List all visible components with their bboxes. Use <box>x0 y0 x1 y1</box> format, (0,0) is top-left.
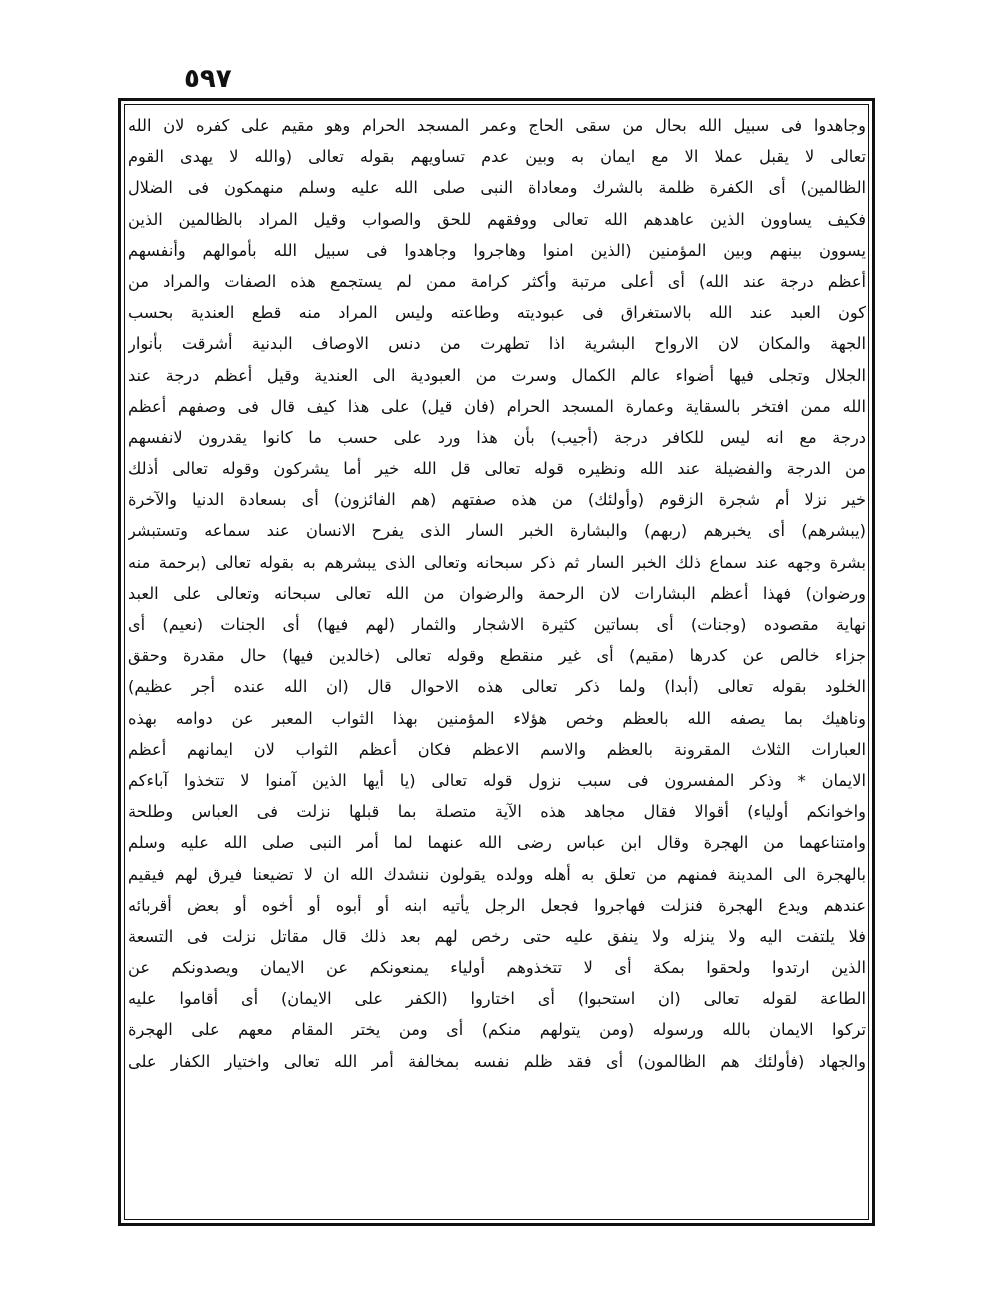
text-line: والجهاد (فأولئك هم الظالمون) أى فقد ظلم نفسه بمخالفة أمر الله تعالى واختيار الكفار على <box>128 1051 866 1071</box>
text-line: كون العبد عند الله بالاستغراق فى عبوديته وطاعته وليس المراد منه قطع العندية بحسب <box>128 303 866 323</box>
text-line: العبارات الثلاث المقرونة بالعظم والاسم الاعظم فكان أعظم الثواب لان ايمانهم أعظم <box>128 739 866 759</box>
text-line: الظالمين) أى الكفرة ظلمة بالشرك ومعاداة النبى صلى الله عليه وسلم منهمكون فى الضلال <box>128 178 866 198</box>
text-line: الذين ارتدوا ولحقوا بمكة أى لا تتخذوهم أولياء يمنعونكم عن الايمان ويصدونكم عن <box>128 958 866 978</box>
text-line: تركوا الايمان بالله ورسوله (ومن يتولهم منكم) أى ومن يختر المقام معهم على الهجرة <box>128 1020 866 1040</box>
text-line: الجلال وتجلى فيها أضواء عالم الكمال وسرت من العبودية الى العندية وقيل أعظم درجة عند <box>128 365 866 385</box>
page-number: ٥٩٧ <box>184 64 232 94</box>
text-line: أعظم درجة عند الله) أى أعلى مرتبة وأكثر كرامة ممن لم يستجمع هذه الصفات والمراد من <box>128 271 866 291</box>
text-line: درجة مع انه ليس للكافر درجة (أجيب) بأن هذا ورد على حسب ما كانوا يقدرون لانفسهم <box>128 427 866 447</box>
text-line: الايمان * وذكر المفسرون فى سبب نزول قوله تعالى (يا أيها الذين آمنوا لا تتخذوا آباءكم <box>128 770 866 790</box>
text-line: الطاعة لقوله تعالى (ان استحبوا) أى اختاروا (الكفر على الايمان) أى أقاموا عليه <box>128 989 866 1009</box>
main-text-block <box>128 110 866 1077</box>
text-line: نهاية مقصوده (وجنات) أى بساتين كثيرة الاشجار والثمار (لهم فيها) أى الجنات (نعيم) أى <box>128 615 866 634</box>
text-line: (يبشرهم) أى يخبرهم (ربهم) والبشارة الخبر السار الذى يفرح الانسان عند سماعه وتستبشر <box>128 521 866 541</box>
text-line: الجهة والمكان لان الارواح البشرية اذا تطهرت من دنس الاوصاف البدنية أشرقت بأنوار <box>128 334 866 354</box>
text-line: من الدرجة والفضيلة عند الله ونظيره قوله تعالى قل الله خير أما يشركون وقوله تعالى أذلك <box>128 459 866 479</box>
text-line: وامتناعهما من الهجرة وقال ابن عباس رضى الله عنهما لما أمر النبى صلى الله عليه وسلم <box>128 833 866 853</box>
text-line: الخلود بقوله تعالى (أبدا) ولما ذكر تعالى هذه الاحوال قال (ان الله عنده أجر عظيم) <box>128 677 866 697</box>
text-line: بالهجرة الى المدينة فمنهم من تعلق به أهله وولده يقولون ننشدك الله ان لا تضيعنا فيرق لهم فيقيم <box>128 864 866 884</box>
text-line: وجاهدوا فى سبيل الله بحال من سقى الحاج وعمر المسجد الحرام وهو مقيم على كفره لان الله <box>128 116 866 135</box>
text-line: تعالى لا يقبل عملا الا مع ايمان به وبين عدم تساويهم بقوله تعالى (والله لا يهدى القوم <box>128 147 866 167</box>
text-line: خير نزلا أم شجرة الزقوم (وأولئك) من هذه صفتهم (هم الفائزون) أى بسعادة الدنيا والآخرة <box>128 490 866 510</box>
text-line: يسوون بينهم وبين المؤمنين (الذين امنوا وهاجروا وجاهدوا فى سبيل الله بأموالهم وأنفسهم <box>128 240 866 260</box>
text-line: ورضوان) فهذا أعظم البشارات لان الرحمة والرضوان من الله تعالى سبحانه وتعالى على العبد <box>128 583 866 603</box>
text-line: بشرة وجهه عند سماع ذلك الخبر السار ثم ذكر سبحانه وتعالى الذى يبشرهم به بقوله تعالى (برحمة منه <box>128 552 866 572</box>
text-line: الله ممن افتخر بالسقاية وعمارة المسجد الحرام (فان قيل) على هذا كيف قال فى وصفهم أعظم <box>128 396 866 416</box>
text-line: جزاء خالص عن كدرها (مقيم) أى غير منقطع وقوله تعالى (خالدين فيها) حال مقدرة وحقق <box>128 646 866 666</box>
text-line: واخوانكم أولياء) أقوالا فقال مجاهد هذه الآية متصلة بما قبلها نزلت فى العباس وطلحة <box>128 802 866 822</box>
text-line: فكيف يساوون الذين عاهدهم الله تعالى ووفقهم للحق والصواب وقيل المراد بالظالمين الذين <box>128 209 866 229</box>
text-line: عندهم ويدع الهجرة فنزلت فهاجروا فجعل الرجل يأتيه ابنه أو أبوه أو أخوه أو بعض أقربائه <box>128 895 866 915</box>
text-line: وناهيك بما يصفه الله بالعظم وخص هؤلاء المؤمنين بهذا الثواب المعبر عن دوامه بهذه <box>128 708 866 728</box>
text-line: فلا يلتفت اليه ولا ينزله ولا ينفق عليه حتى رخص لهم بعد ذلك قال مقاتل نزلت فى التسعة <box>128 926 866 946</box>
